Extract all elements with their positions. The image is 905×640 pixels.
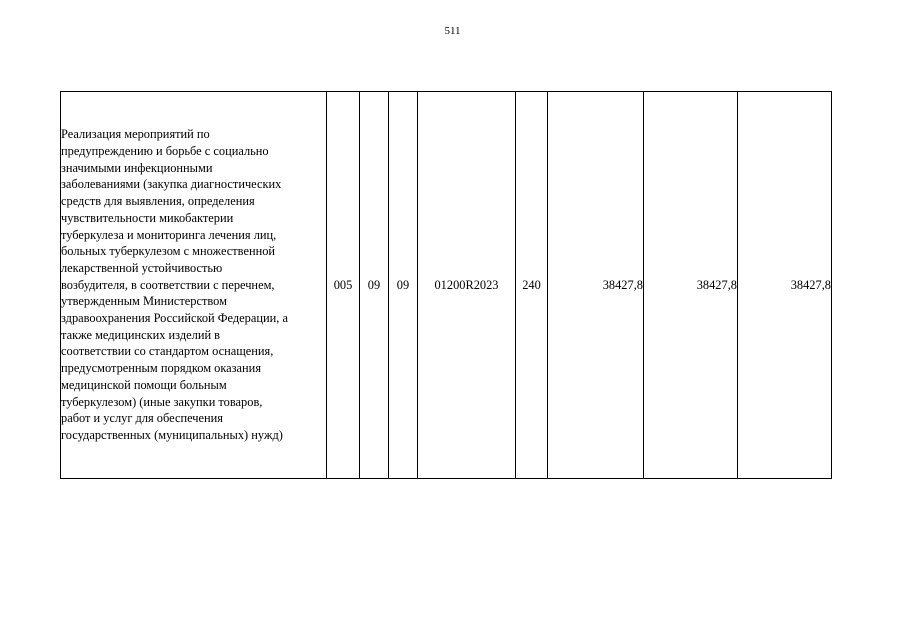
description-cell bbox=[61, 92, 327, 479]
description-line: туберкулезом) (иные закупки товаров, bbox=[61, 394, 263, 409]
description-line: здравоохранения Российской Федерации, а bbox=[61, 311, 288, 326]
description-line: значимыми инфекционными bbox=[61, 160, 213, 175]
amount-cell-1: 38427,8 bbox=[548, 92, 644, 479]
description-line: больных туберкулезом с множественной bbox=[61, 244, 276, 259]
description-line: чувствительности микобактерии bbox=[61, 210, 234, 225]
description-line: лекарственной устойчивостью bbox=[61, 260, 223, 275]
description-line: предупреждению и борьбе с социально bbox=[61, 144, 269, 159]
description-line: Реализация мероприятий по bbox=[61, 127, 210, 142]
description-line: средств для выявления, определения bbox=[61, 194, 255, 209]
table-row bbox=[61, 92, 832, 479]
description-line: соответствии со стандартом оснащения, bbox=[61, 344, 274, 359]
description-line: утвержденным Министерством bbox=[61, 294, 227, 309]
budget-table bbox=[60, 91, 832, 479]
amount-cell-3: 38427,8 bbox=[738, 92, 832, 479]
subsection-cell: 09 bbox=[389, 92, 418, 479]
description-line: также медицинских изделий в bbox=[61, 327, 221, 342]
page-number: 511 bbox=[444, 25, 461, 37]
ministry-code-cell: 005 bbox=[327, 92, 360, 479]
description-line: работ и услуг для обеспечения bbox=[61, 411, 223, 426]
description-line: заболеваниями (закупка диагностических bbox=[61, 177, 282, 192]
expense-type-cell: 240 bbox=[516, 92, 548, 479]
amount-cell-2: 38427,8 bbox=[644, 92, 738, 479]
description-line: туберкулеза и мониторинга лечения лиц, bbox=[61, 227, 277, 242]
target-article-cell: 01200R2023 bbox=[418, 92, 516, 479]
description-line: возбудителя, в соответствии с перечнем, bbox=[61, 277, 275, 292]
description-line: государственных (муниципальных) нужд) bbox=[61, 427, 283, 442]
section-cell: 09 bbox=[360, 92, 389, 479]
description-line: предусмотренным порядком оказания bbox=[61, 361, 262, 376]
description-line: медицинской помощи больным bbox=[61, 377, 227, 392]
